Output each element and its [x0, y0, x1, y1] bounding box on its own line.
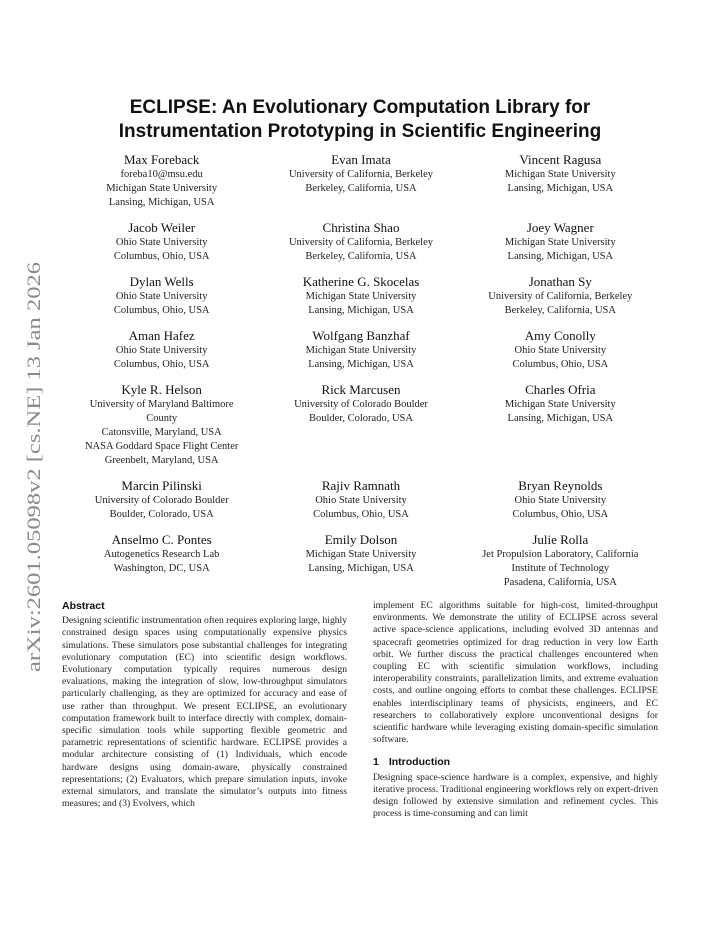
author-block — [261, 274, 460, 318]
author-affiliation-line: Berkeley, California, USA — [305, 183, 417, 194]
author-block — [62, 478, 261, 522]
author-affiliation-line: Michigan State University — [305, 549, 417, 560]
author-affiliation-line: Washington, DC, USA — [113, 563, 210, 574]
author-name: Marcin Pilinski — [121, 478, 202, 493]
author-block — [461, 532, 660, 590]
author-affiliation-line: Jet Propulsion Laboratory, California — [482, 549, 639, 560]
author-name: Charles Ofria — [525, 382, 596, 397]
author-affiliation-line: Michigan State University — [106, 183, 218, 194]
author-affiliation-line: Michigan State University — [305, 345, 417, 356]
author-block — [261, 532, 460, 590]
author-affiliation-line: foreba10@msu.edu — [120, 169, 203, 180]
introduction-text: Designing space-science hardware is a complex, expensive, and highly iterative process. Traditional engineering workflows rely on expert-driven design followed by extensive simulation and refinement cycles. This process is time-consuming and can limit — [373, 771, 658, 820]
author-name: Katherine G. Skocelas — [302, 274, 420, 289]
author-name: Aman Hafez — [128, 328, 195, 343]
section-title: Introduction — [388, 756, 451, 769]
author-name: Dylan Wells — [129, 274, 194, 289]
author-name: Kyle R. Helson — [121, 382, 202, 397]
author-name: Vincent Ragusa — [519, 152, 602, 167]
author-affiliation-line: Lansing, Michigan, USA — [308, 359, 414, 370]
author-row — [62, 532, 660, 590]
abstract-text-part-2: implement EC algorithms suitable for high-cost, limited-throughput environments. We demonstrate the utility of ECLIPSE across several active space-science applications, including evolved 3D antennas and spacecraft geometries optimized for drag reduction in very low Earth orbit. We further discuss the practical challenges encountered when coupling EC with scientific simulation workflows, including interoperability constraints, parallelization limits, and extreme evaluation costs, and outline ongoing efforts to combat these challenges. ECLIPSE enables interdisciplinary teams of physicists, engineers, and EC researchers to collaboratively explore unconventional designs for scientific hardware while leveraging existing domain-specific simulation software. — [373, 600, 658, 746]
author-affiliation-line: Ohio State University — [315, 495, 407, 506]
author-name: Joey Wagner — [526, 220, 594, 235]
author-row — [62, 328, 660, 372]
author-name: Jonathan Sy — [528, 274, 592, 289]
author-list — [62, 152, 660, 600]
author-affiliation-line: Ohio State University — [115, 345, 208, 356]
author-block — [62, 328, 261, 372]
author-name: Evan Imata — [331, 152, 391, 167]
author-block — [461, 152, 660, 210]
author-affiliation-line: NASA Goddard Space Flight Center — [84, 441, 239, 452]
left-column — [62, 600, 347, 810]
author-affiliation-line: Lansing, Michigan, USA — [308, 563, 414, 574]
author-block — [261, 220, 460, 264]
author-affiliation-line: Greenbelt, Maryland, USA — [104, 455, 219, 466]
author-name: Bryan Reynolds — [518, 478, 603, 493]
author-row — [62, 274, 660, 318]
author-name: Emily Dolson — [324, 532, 398, 547]
author-affiliation-line: Boulder, Colorado, USA — [109, 509, 214, 520]
author-block — [261, 382, 460, 468]
author-affiliation-line: Lansing, Michigan, USA — [507, 251, 614, 262]
arxiv-identifier-text: arXiv:2601.05098v2 [cs.NE] 13 Jan 2026 — [24, 354, 45, 672]
author-name: Amy Conolly — [524, 328, 596, 343]
author-affiliation-line: Ohio State University — [514, 495, 607, 506]
author-block — [261, 152, 460, 210]
author-affiliation-line: University of California, Berkeley — [288, 237, 434, 248]
author-affiliation-line: Columbus, Ohio, USA — [113, 359, 210, 370]
author-block — [461, 220, 660, 264]
author-affiliation-line: Berkeley, California, USA — [305, 251, 417, 262]
author-affiliation-line: Michigan State University — [504, 237, 616, 248]
author-affiliation-line: University of Colorado Boulder — [294, 399, 428, 410]
paper-title-line-2: Instrumentation Prototyping in Scientific Engineering — [118, 121, 602, 142]
author-affiliation-line: Columbus, Ohio, USA — [113, 251, 210, 262]
author-block — [62, 532, 261, 590]
author-block — [461, 382, 660, 468]
author-block — [261, 478, 460, 522]
author-affiliation-line: Lansing, Michigan, USA — [108, 197, 215, 208]
author-affiliation-line: Ohio State University — [115, 291, 208, 302]
paper-title-line-1: ECLIPSE: An Evolutionary Computation Library for — [129, 97, 591, 118]
author-row — [62, 478, 660, 522]
author-row — [62, 152, 660, 210]
author-name: Christina Shao — [322, 220, 400, 235]
introduction-heading — [373, 756, 658, 768]
author-name: Rick Marcusen — [321, 382, 401, 397]
author-affiliation-line: University of California, Berkeley — [488, 291, 633, 302]
author-block — [62, 220, 261, 264]
author-affiliation-line: Pasadena, California, USA — [503, 577, 617, 588]
author-affiliation-line: University of California, Berkeley — [288, 169, 434, 180]
author-block — [62, 274, 261, 318]
author-row — [62, 220, 660, 264]
author-block — [62, 152, 261, 210]
abstract-text-part-1: Designing scientific instrumentation often requires exploring large, highly constrained design spaces using computationally expensive physics simulations. These simulators pose substantial challenges for integrating evolutionary computation (EC) into scientific design workflows. Evolutionary computation typically requires numerous design evaluations, making the integration of slow, low-throughput simulators particularly challenging, as they are optimized for accuracy and ease of use rather than throughput. We present ECLIPSE, an evolutionary computation framework built to interface directly with complex, domain-specific simulation tools while supporting flexible geometric and parametric representations of scientific hardware. ECLIPSE provides a modular architecture consisting of (1) Individuals, which encode hardware designs using domain-aware, physically constrained representations; (2) Evaluators, which prepare simulation inputs, invoke external simulators, and translate the simulator’s outputs into fitness measures; and (3) Evolvers, which — [62, 615, 347, 810]
author-affiliation-line: County — [146, 413, 178, 424]
author-affiliation-line: Boulder, Colorado, USA — [308, 413, 413, 424]
paper-title — [60, 96, 660, 144]
author-block — [62, 382, 261, 468]
abstract-heading: Abstract — [62, 600, 105, 612]
author-block — [461, 478, 660, 522]
author-affiliation-line: Michigan State University — [504, 399, 616, 410]
author-affiliation-line: Michigan State University — [305, 291, 417, 302]
author-name: Max Foreback — [123, 152, 200, 167]
author-name: Julie Rolla — [532, 532, 589, 547]
author-affiliation-line: University of Maryland Baltimore — [89, 399, 234, 410]
author-affiliation-line: Ohio State University — [115, 237, 208, 248]
section-number: 1 — [373, 756, 379, 769]
author-affiliation-line: Ohio State University — [514, 345, 607, 356]
author-affiliation-line: Catonsville, Maryland, USA — [101, 427, 222, 438]
author-block — [261, 328, 460, 372]
arxiv-identifier — [14, 262, 48, 672]
author-affiliation-line: University of Colorado Boulder — [94, 495, 229, 506]
author-affiliation-line: Columbus, Ohio, USA — [313, 509, 409, 520]
author-name: Rajiv Ramnath — [321, 478, 401, 493]
author-row — [62, 382, 660, 468]
author-affiliation-line: Lansing, Michigan, USA — [507, 183, 614, 194]
author-affiliation-line: Columbus, Ohio, USA — [512, 509, 609, 520]
author-block — [461, 328, 660, 372]
author-affiliation-line: Columbus, Ohio, USA — [512, 359, 609, 370]
author-affiliation-line: Autogenetics Research Lab — [103, 549, 220, 560]
author-block — [461, 274, 660, 318]
author-affiliation-line: Institute of Technology — [511, 563, 610, 574]
right-column — [373, 600, 658, 820]
author-name: Jacob Weiler — [128, 220, 196, 235]
author-name: Wolfgang Banzhaf — [312, 328, 410, 343]
author-affiliation-line: Lansing, Michigan, USA — [507, 413, 614, 424]
author-affiliation-line: Berkeley, California, USA — [504, 305, 616, 316]
author-affiliation-line: Michigan State University — [504, 169, 616, 180]
author-affiliation-line: Columbus, Ohio, USA — [113, 305, 210, 316]
author-name: Anselmo C. Pontes — [111, 532, 212, 547]
author-affiliation-line: Lansing, Michigan, USA — [308, 305, 414, 316]
